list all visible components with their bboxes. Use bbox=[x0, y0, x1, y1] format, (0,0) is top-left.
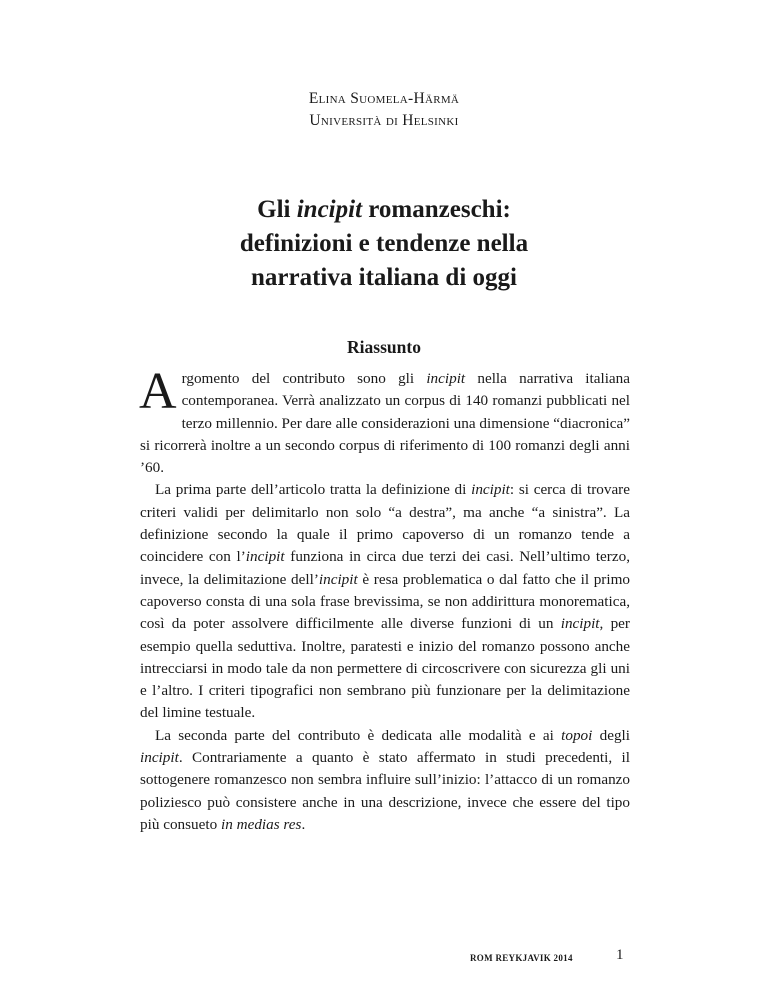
title-line-2: definizioni e tendenze nella bbox=[239, 230, 529, 257]
title-line-1 bbox=[150, 193, 618, 227]
p2-text-3: funziona in circa due terzi dei casi. Nell’ultimo terzo, invece, la delimitazione dell’ bbox=[140, 548, 630, 588]
p3-text-1: La seconda parte del contributo è dedicata alle modalità e ai bbox=[155, 726, 562, 744]
title-italic-incipit: incipit bbox=[296, 196, 363, 223]
p3-text-3: . Contrariamente a quanto è stato affermato in studi precedenti, il sottogenere romanzesco non sembra influire sull’inizio: l’attacco di un romanzo poliziesco può consistere anche in una descrizione, invece che essere del tipo più consueto bbox=[140, 749, 630, 833]
abstract-heading: Riassunto bbox=[347, 337, 421, 357]
p2-italic-2: incipit bbox=[245, 548, 285, 566]
p2-text-2: : si cerca di trovare criteri validi per delimitarlo non solo “a destra”, ma anche “a sinistra”. La definizione secondo la quale il primo capoverso di un romanzo tende a coincidere con l’ bbox=[140, 481, 630, 566]
p2-italic-1: incipit bbox=[471, 481, 510, 499]
p1-italic-1: incipit bbox=[426, 370, 466, 387]
p2-italic-3: incipit bbox=[318, 570, 358, 588]
abstract-paragraph-1 bbox=[139, 363, 630, 479]
drop-cap: A bbox=[139, 363, 177, 420]
p3-text-4: . bbox=[301, 815, 306, 833]
page-number: 1 bbox=[616, 947, 624, 963]
p2-text-4: è resa problematica o dal fatto che il primo capoverso consta di una sola frase brevissima, se non addirittura monorematica, così da poter assolvere difficilmente alle diverse funzioni di un bbox=[140, 570, 630, 633]
p1-text-1: rgomento del contributo sono gli bbox=[181, 370, 427, 387]
author-block bbox=[0, 88, 768, 132]
p2-text-1: La prima parte dell’articolo tratta la definizione di bbox=[155, 481, 472, 499]
p1-text-2: nella narrativa italiana contemporanea. Verrà analizzato un corpus di 140 romanzi pubblicati nel terzo millennio. Per dare alle considerazioni una dimensione “diacronica” si ricorrerà inoltre a un secondo corpus di riferimento di 100 romanzi degli anni ’60. bbox=[140, 370, 630, 477]
abstract-body bbox=[139, 363, 630, 836]
author-affiliation: Università di Helsinki bbox=[309, 112, 459, 129]
p2-italic-4: incipit bbox=[560, 615, 600, 633]
article-title bbox=[150, 193, 618, 295]
journal-footer: ROM REYKJAVIK 2014 bbox=[470, 953, 573, 963]
p3-italic-3: in medias res bbox=[221, 815, 302, 833]
author-name: Elina Suomela-Härmä bbox=[308, 90, 460, 107]
title-line-3: narrativa italiana di oggi bbox=[251, 264, 517, 291]
p3-italic-2: incipit bbox=[140, 749, 179, 767]
title-text-2: romanzeschi: bbox=[362, 196, 511, 223]
abstract-paragraph-3 bbox=[140, 725, 630, 836]
p2-text-5: , per esempio quella seduttiva. Inoltre, paratesti e inizio del romanzo possono anche intrecciarsi in modo tale da non permettere di circoscrivere con sicurezza gli uni e l’altro. I criteri tipografici non sembrano più funzionare per la delimitazione del limine testuale. bbox=[140, 615, 630, 722]
abstract-paragraph-2 bbox=[140, 479, 630, 724]
title-text-1: Gli bbox=[257, 196, 297, 223]
p3-text-2: degli bbox=[592, 726, 630, 744]
p3-italic-1: topoi bbox=[561, 726, 593, 744]
